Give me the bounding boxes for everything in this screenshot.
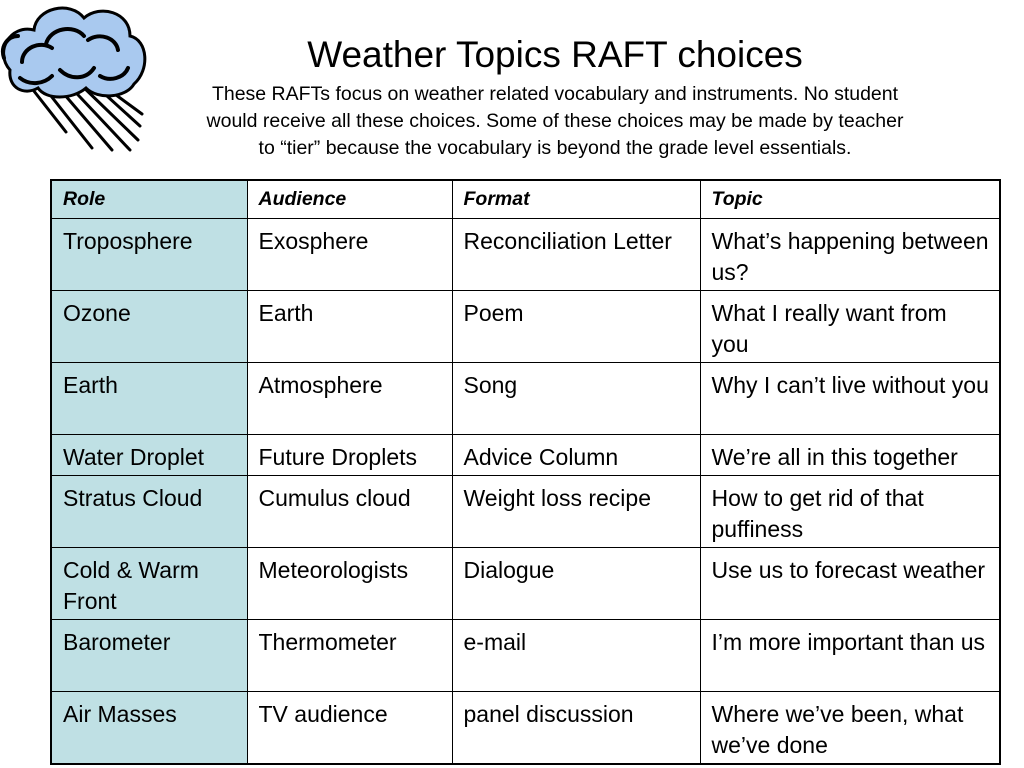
topic-cell: Where we’ve been, what we’ve done	[700, 692, 1000, 765]
topic-cell: Use us to forecast weather	[700, 548, 1000, 620]
topic-cell: I’m more important than us	[700, 620, 1000, 692]
role-cell: Air Masses	[51, 692, 247, 765]
topic-cell: What I really want from you	[700, 291, 1000, 363]
table-row	[51, 476, 1000, 548]
topic-cell: We’re all in this together	[700, 435, 1000, 476]
table-row	[51, 692, 1000, 765]
subtitle-line: These RAFTs focus on weather related vocabulary and instruments. No student	[211, 83, 899, 105]
header-topic: Topic	[700, 180, 1000, 219]
role-cell: Cold & Warm Front	[51, 548, 247, 620]
table-row	[51, 620, 1000, 692]
rain-cloud-icon	[0, 0, 150, 160]
role-cell: Earth	[51, 363, 247, 435]
audience-cell: Atmosphere	[247, 363, 452, 435]
raft-table	[50, 179, 1001, 765]
table-row	[51, 548, 1000, 620]
format-cell: e-mail	[452, 620, 700, 692]
subtitle-line: to “tier” because the vocabulary is beyond the grade level essentials.	[258, 137, 852, 159]
format-cell: Advice Column	[452, 435, 700, 476]
table-header-row	[51, 180, 1000, 219]
audience-cell: Exosphere	[247, 219, 452, 291]
format-cell: panel discussion	[452, 692, 700, 765]
audience-cell: Meteorologists	[247, 548, 452, 620]
format-cell: Song	[452, 363, 700, 435]
role-cell: Stratus Cloud	[51, 476, 247, 548]
page-subtitle	[140, 81, 970, 162]
format-cell: Weight loss recipe	[452, 476, 700, 548]
header-audience: Audience	[247, 180, 452, 219]
audience-cell: Thermometer	[247, 620, 452, 692]
table-row	[51, 291, 1000, 363]
page-title: Weather Topics RAFT choices	[307, 34, 803, 75]
role-cell: Ozone	[51, 291, 247, 363]
table-row	[51, 219, 1000, 291]
role-cell: Barometer	[51, 620, 247, 692]
subtitle-line: would receive all these choices. Some of these choices may be made by teacher	[206, 110, 904, 132]
format-cell: Dialogue	[452, 548, 700, 620]
header-role: Role	[51, 180, 247, 219]
header-format: Format	[452, 180, 700, 219]
topic-cell: How to get rid of that puffiness	[700, 476, 1000, 548]
table-row	[51, 435, 1000, 476]
format-cell: Reconciliation Letter	[452, 219, 700, 291]
topic-cell: Why I can’t live without you	[700, 363, 1000, 435]
audience-cell: Cumulus cloud	[247, 476, 452, 548]
format-cell: Poem	[452, 291, 700, 363]
topic-cell: What’s happening between us?	[700, 219, 1000, 291]
role-cell: Troposphere	[51, 219, 247, 291]
role-cell: Water Droplet	[51, 435, 247, 476]
audience-cell: Future Droplets	[247, 435, 452, 476]
table-row	[51, 363, 1000, 435]
audience-cell: Earth	[247, 291, 452, 363]
audience-cell: TV audience	[247, 692, 452, 765]
